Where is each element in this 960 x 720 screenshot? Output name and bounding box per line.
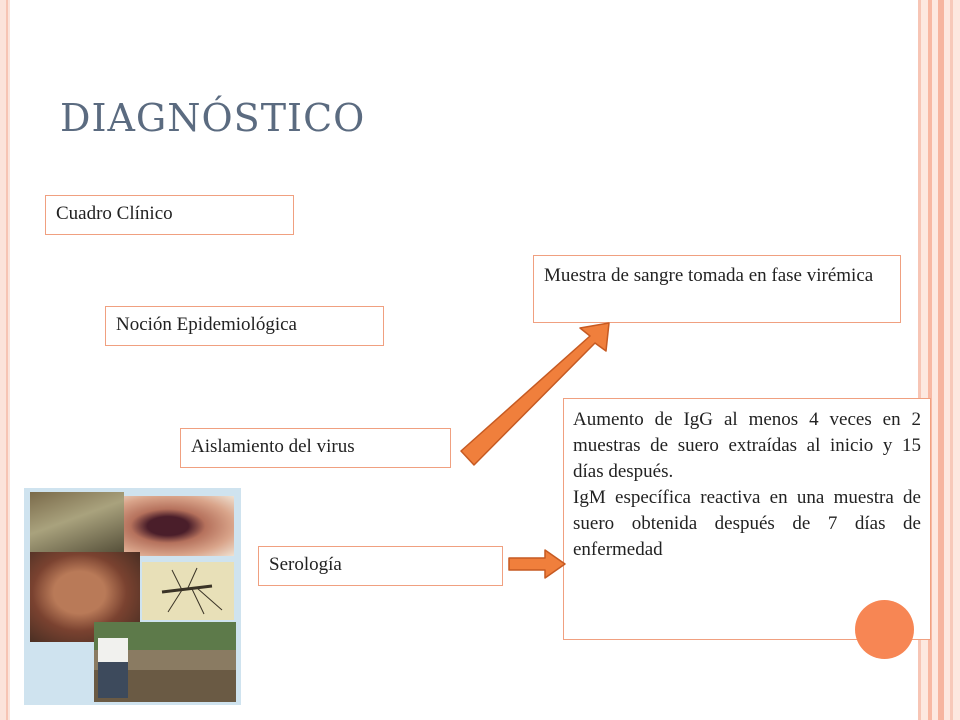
collage-photo: [24, 488, 241, 705]
photo-mosquito: [142, 562, 234, 620]
decorative-orange-dot: [855, 600, 914, 659]
nocion-epidemiologica-box: Noción Epidemiológica: [105, 306, 384, 346]
photo-wounded-arm: [124, 496, 234, 556]
photo-child-portrait: [98, 638, 128, 698]
cuadro-clinico-box: Cuadro Clínico: [45, 195, 294, 235]
arrow-right-icon: [509, 550, 565, 578]
serologia-box: Serología: [258, 546, 503, 586]
slide-title: DIAGNÓSTICO: [60, 96, 366, 140]
igm-paragraph: IgM específica reactiva en una muestra de suero obtenida después de 7 días de enfermedad: [573, 487, 921, 560]
mosquito-icon: [142, 562, 234, 620]
muestra-sangre-box: Muestra de sangre tomada en fase virémica: [533, 255, 901, 323]
arrow-diagonal-up-right-icon: [461, 323, 609, 465]
photo-flooded-ruins: [30, 492, 124, 552]
igg-paragraph: Aumento de IgG al menos 4 veces en 2 muestras de suero extraídas al inicio y 15 días después.: [573, 409, 921, 482]
aislamiento-virus-box: Aislamiento del virus: [180, 428, 451, 468]
